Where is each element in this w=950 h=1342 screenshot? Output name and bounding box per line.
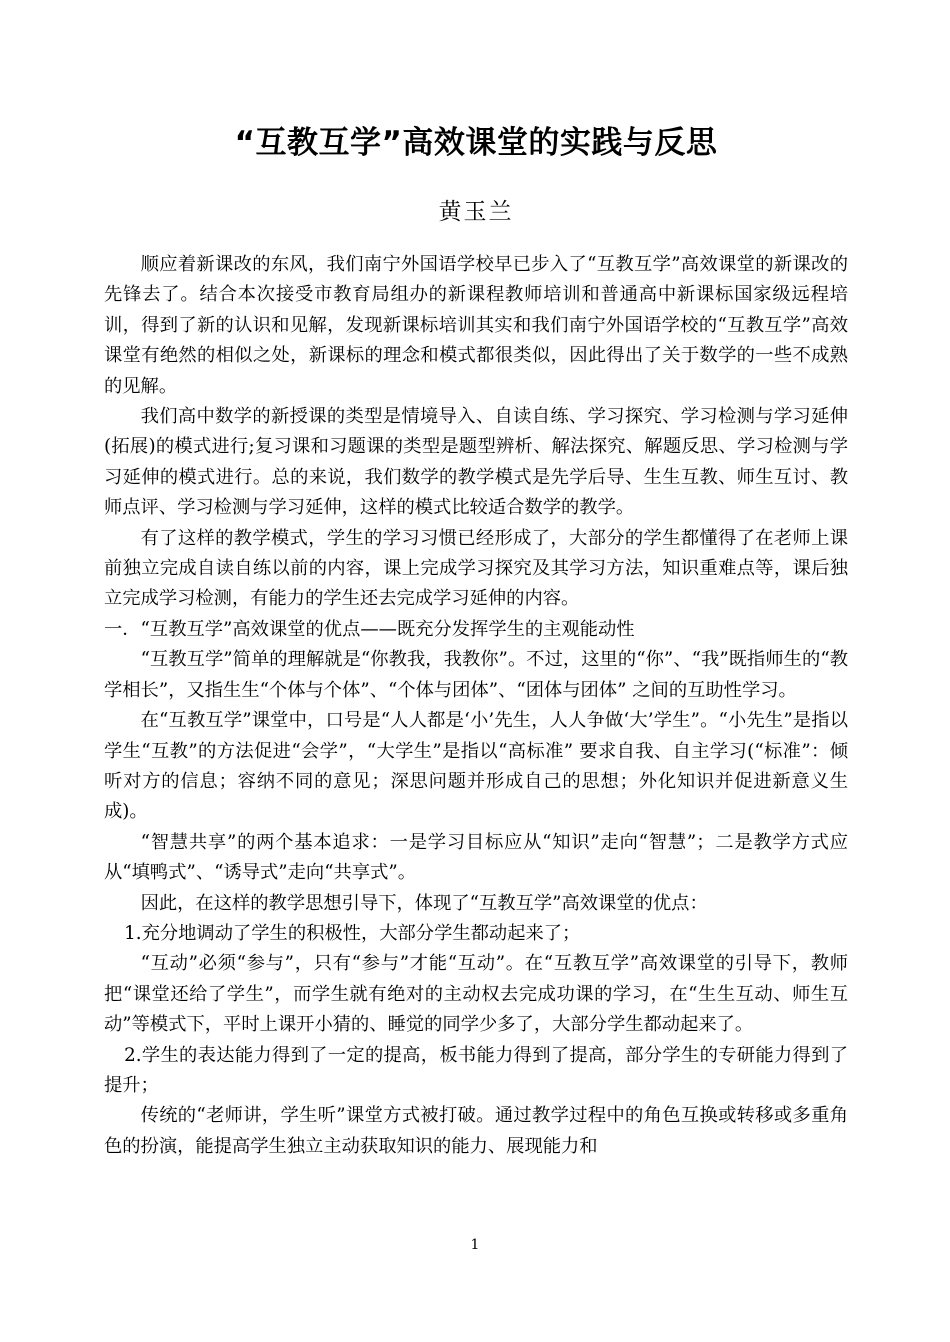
paragraph: 在“互教互学”课堂中，口号是“人人都是‘小’先生，人人争做‘大’学生”。“小先生”是指以学生“互教”的方法促进“会学”，“大学生”是指以“高标准” 要求自我、自主学习(“标准”：倾听对方的信息；容纳不同的意见；深思问题并形成自己的思想；外化知识并促进新意义生成)。 bbox=[104, 710, 848, 823]
paragraph: “互动”必须“参与”，只有“参与”才能“互动”。在“互教互学”高效课堂的引导下，教师把“课堂还给了学生”，而学生就有绝对的主动权去完成功课的学习，在“生生互动、师生互动”等模式下，平时上课开小猜的、睡觉的同学少多了，大部分学生都动起来了。 bbox=[104, 953, 848, 1036]
paragraph: 传统的“老师讲，学生听”课堂方式被打破。通过教学过程中的角色互换或转移或多重角色的扮演，能提高学生独立主动获取知识的能力、展现能力和 bbox=[104, 1105, 848, 1157]
paragraph: 因此，在这样的教学思想引导下，体现了“互教互学”高效课堂的优点： bbox=[140, 892, 708, 914]
list-item: 1.充分地调动了学生的积极性，大部分学生都动起来了； bbox=[124, 922, 581, 944]
paragraph: “互教互学”简单的理解就是“你教我，我教你”。不过，这里的“你”、“我”既指师生的“教学相长”，又指生生“个体与个体”、“个体与团体”、“团体与团体” 之间的互助性学习。 bbox=[104, 649, 848, 701]
paragraph: “智慧共享”的两个基本追求：一是学习目标应从“知识”走向“智慧”；二是教学方式应从“填鸭式”、“诱导式”走向“共享式”。 bbox=[104, 831, 848, 884]
document-author: 黄玉兰 bbox=[438, 199, 514, 225]
section-heading: 一．“互教互学”高效课堂的优点——既充分发挥学生的主观能动性 bbox=[104, 618, 635, 640]
paragraph: 我们高中数学的新授课的类型是情境导入、自读自练、学习探究、学习检测与学习延伸(拓展)的模式进行;复习课和习题课的类型是题型辨析、解法探究、解题反思、学习检测与学习延伸的模式进行。总的来说，我们数学的教学模式是先学后导、生生互教、师生互讨、教师点评、学习检测与学习延伸，这样的模式比较适合数学的教学。 bbox=[104, 406, 848, 519]
list-item: 2.学生的表达能力得到了一定的提高，板书能力得到了提高，部分学生的专研能力得到了提升； bbox=[104, 1044, 848, 1096]
document-title: “互教互学”高效课堂的实践与反思 bbox=[234, 125, 718, 161]
paragraph: 有了这样的教学模式，学生的学习习惯已经形成了，大部分的学生都懂得了在老师上课前独立完成自读自练以前的内容，课上完成学习探究及其学习方法，知识重难点等，课后独立完成学习检测，有能力的学生还去完成学习延伸的内容。 bbox=[104, 527, 848, 610]
document-body bbox=[104, 250, 848, 1162]
page-number: 1 bbox=[470, 1237, 480, 1253]
paragraph: 顺应着新课改的东风，我们南宁外国语学校早已步入了“互教互学”高效课堂的新课改的先锋去了。结合本次接受市教育局组办的新课程教师培训和普通高中新课标国家级远程培训，得到了新的认识和见解，发现新课标培训其实和我们南宁外国语学校的“互教互学”高效课堂有绝然的相似之处，新课标的理念和模式都很类似，因此得出了关于数学的一些不成熟的见解。 bbox=[104, 254, 848, 397]
document-page bbox=[104, 118, 848, 1162]
